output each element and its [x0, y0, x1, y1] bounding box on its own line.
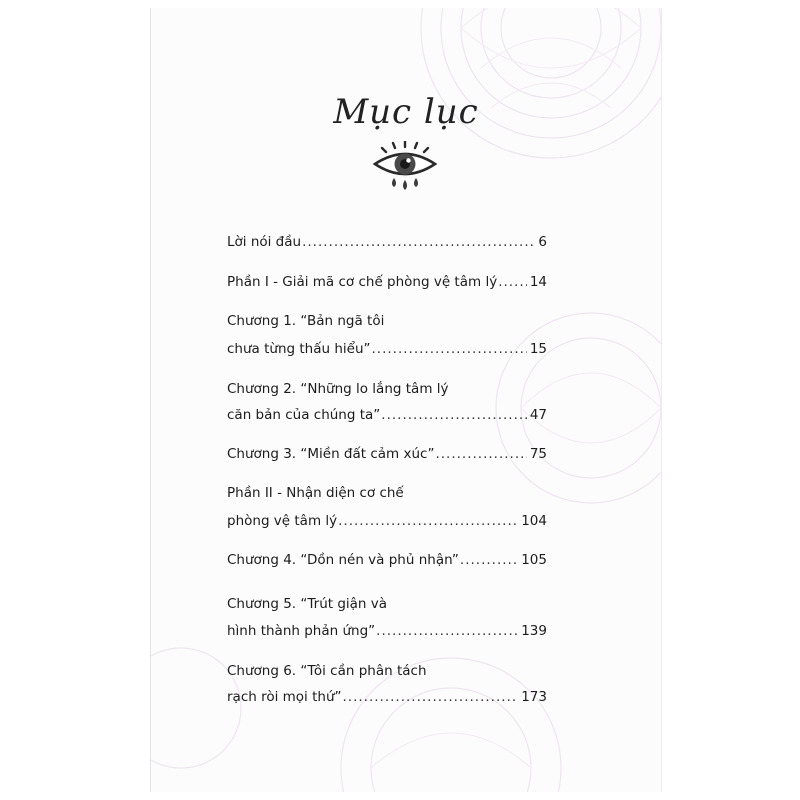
toc-entry-page: 75 — [529, 446, 547, 462]
toc-entry — [227, 688, 547, 706]
toc-leader-dots — [460, 551, 518, 569]
toc-entry-line — [227, 595, 387, 613]
toc-entry-page: 173 — [521, 689, 547, 705]
toc-leader-dots — [376, 622, 518, 640]
toc-entry-title: Phần II - Nhận diện cơ chế — [227, 485, 404, 501]
toc-entry-title: Chương 6. “Tôi cần phân tách — [227, 663, 427, 679]
toc-leader-dots — [372, 340, 527, 358]
toc-entry — [227, 512, 547, 530]
toc-entry — [227, 273, 547, 291]
toc-entry-title: Chương 1. “Bản ngã tôi — [227, 313, 385, 329]
toc-leader-dots — [498, 273, 527, 291]
toc-entry — [227, 551, 547, 569]
toc-entry-title: Chương 3. “Miền đất cảm xúc” — [227, 446, 435, 462]
toc-entry-page: 15 — [529, 341, 547, 357]
toc-entry-title: Chương 4. “Dồn nén và phủ nhận” — [227, 552, 459, 568]
toc-entry-title: căn bản của chúng ta” — [227, 407, 381, 423]
toc-entry-title: Chương 2. “Những lo lắng tâm lý — [227, 381, 449, 397]
toc-leader-dots — [343, 688, 519, 706]
toc-entry — [227, 445, 547, 463]
toc-entry-line — [227, 662, 427, 680]
toc-entry-title: Chương 5. “Trút giận và — [227, 596, 388, 612]
toc-entry-page: 14 — [529, 274, 547, 290]
page-title: Mục lục — [333, 92, 479, 132]
toc-leader-dots — [381, 406, 527, 424]
toc-entry-page: 6 — [538, 234, 547, 250]
toc-entry-title: hình thành phản ứng” — [227, 623, 376, 639]
toc-entry-title: Phần I - Giải mã cơ chế phòng vệ tâm lý — [227, 274, 498, 290]
toc-entry-line — [227, 380, 449, 398]
toc-entry-line — [227, 312, 384, 330]
toc-leader-dots — [302, 233, 535, 251]
toc-entry-title: chưa từng thấu hiểu” — [227, 341, 371, 357]
toc-entry-title: phòng vệ tâm lý — [227, 513, 338, 529]
book-page — [150, 8, 662, 792]
toc-entry — [227, 622, 547, 640]
toc-entry — [227, 340, 547, 358]
toc-entry — [227, 233, 547, 251]
toc-entry-page: 47 — [529, 407, 547, 423]
toc-entry-page: 104 — [521, 513, 547, 529]
toc-entry-page: 105 — [521, 552, 547, 568]
toc-entry-page: 139 — [521, 623, 547, 639]
toc-leader-dots — [338, 512, 518, 530]
toc-entry-title: Lời nói đầu — [227, 234, 302, 250]
toc-entry-title: rạch ròi mọi thứ” — [227, 689, 342, 705]
toc-entry-line — [227, 484, 404, 502]
eye-with-tears-icon — [372, 141, 438, 191]
toc-leader-dots — [435, 445, 526, 463]
toc-entry — [227, 406, 547, 424]
